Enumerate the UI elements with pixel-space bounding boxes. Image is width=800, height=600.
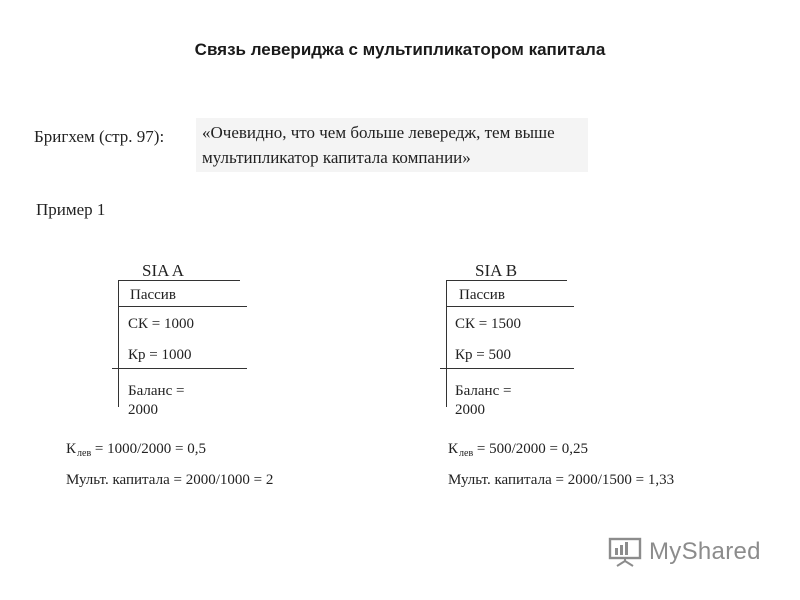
- leverage-formula-b: [448, 441, 588, 459]
- t-account-a-top-line: [118, 280, 240, 281]
- t-account-b-header-line: [446, 306, 574, 307]
- presentation-board-icon: [607, 537, 643, 567]
- company-b-balance-value: 2000: [455, 402, 485, 418]
- t-account-a-total-line: [112, 368, 247, 369]
- company-b-balance-label: Баланс =: [455, 383, 512, 399]
- company-a-credit: Кр = 1000: [128, 347, 192, 363]
- k-subscript-a: лев: [77, 448, 92, 459]
- t-account-b-top-line: [446, 280, 567, 281]
- multiplier-formula-b: Мульт. капитала = 2000/1500 = 1,33: [448, 472, 675, 488]
- quote-line-2: мультипликатор капитала компании»: [202, 148, 471, 167]
- company-a-balance-value: 2000: [128, 402, 158, 418]
- company-b-credit: Кр = 500: [455, 347, 511, 363]
- source-reference: Бригхем (стр. 97):: [34, 127, 165, 146]
- quote-block: [196, 118, 588, 172]
- k-subscript-b: лев: [459, 448, 474, 459]
- company-b-header: Пассив: [459, 287, 505, 303]
- k-expression-b: = 500/2000 = 0,25: [473, 441, 589, 457]
- watermark-text: MyShared: [649, 538, 761, 565]
- company-a-name: SIA A: [142, 261, 185, 280]
- multiplier-formula-a: Мульт. капитала = 2000/1000 = 2: [66, 472, 274, 488]
- company-b-equity: СК = 1500: [455, 316, 521, 332]
- example-label: Пример 1: [36, 200, 106, 219]
- company-a-equity: СК = 1000: [128, 316, 194, 332]
- watermark-logo: [607, 537, 761, 567]
- leverage-formula-a: [66, 441, 206, 459]
- t-account-a-vertical-line: [118, 280, 119, 407]
- company-a-header: Пассив: [130, 287, 176, 303]
- company-b-name: SIA B: [475, 261, 518, 280]
- slide-title: Связь левериджа с мультипликатором капитала: [194, 40, 606, 59]
- quote-line-1: «Очевидно, что чем больше левередж, тем выше: [202, 123, 555, 142]
- k-expression-a: = 1000/2000 = 0,5: [91, 441, 207, 457]
- t-account-b-vertical-line: [446, 280, 447, 407]
- t-account-b-total-line: [440, 368, 574, 369]
- t-account-a-header-line: [118, 306, 247, 307]
- k-symbol-a: К: [66, 441, 77, 457]
- company-a-balance-label: Баланс =: [128, 383, 185, 399]
- k-symbol-b: К: [448, 441, 459, 457]
